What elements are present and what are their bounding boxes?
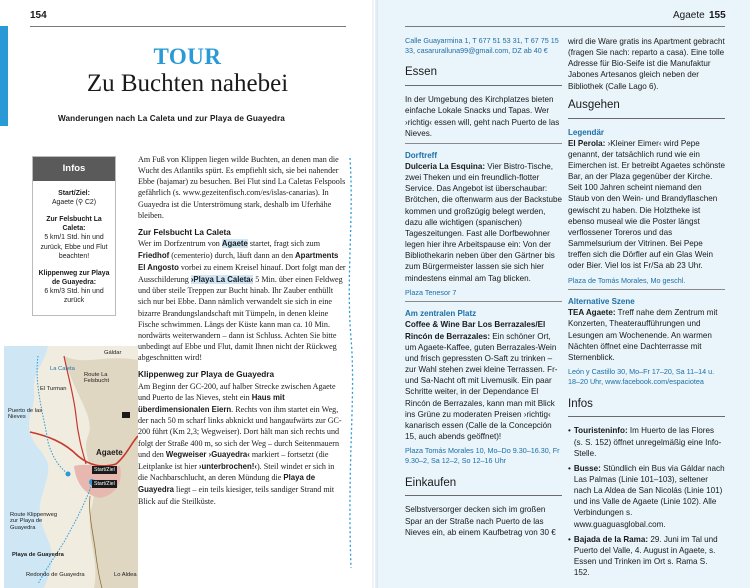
right-header-place xyxy=(673,10,705,21)
shopping-continued: wird die Ware gratis ins Apartment gebracht (fragen Sie nach: reparto a casa). Eine tolle Adresse für Bio-Seife ist die Manufaktur Jabones Artesanos gleich neben der Bibliothek (Calle Lago 6). xyxy=(568,37,725,91)
einkaufen-text: Selbstversorger decken sich im großen Spar an der Straße nach Puerto de las Nieves ein, ab einem Kaufbetrag von 30 € xyxy=(405,505,556,537)
info-text xyxy=(574,425,725,458)
info-value: Stündlich ein Bus via Gáldar nach Las Palmas (Linie 101–103), seltener nach La Aldea de San Nicolás (Linie 101) und ins Valle de Agaete (Linie 102). Alle Verbindungen s. www.guaguasglobal.com. xyxy=(573,463,725,529)
place-highlight: Haus mit überdimensionalen Eiern xyxy=(138,392,285,414)
subhead-szene: Alternative Szene xyxy=(568,297,635,307)
tour-body-text xyxy=(138,154,346,513)
section-einkaufen: Einkaufen xyxy=(405,476,562,497)
subhead-dorftreff: Dorftreff xyxy=(405,150,437,160)
section-infos: Infos xyxy=(568,397,725,418)
business-text: ›Kleiner Eimer‹ wird Pepe genannt, der tatsächlich rund wie ein Eimerchen ist. Er betreibt Agaetes schönste Bar, an der Plaza gegenüber der Kirche. Seit 100 Jahren scheint niemand den Staub von den Wein- und Brandyflaschen gewischt zu haben. Die Holztheke ist ebenso museal wie die Poster längst verflossener Toreros und das Sammelsurium der Vitrinen. Bei Pepe treffen sich die Dörfler auf ein Glas Wein oder Bier. Viel los ist Fr/Sa ab 23 Uhr. xyxy=(568,138,726,271)
infobox-key: Klippenweg zur Playa de Guayedra: xyxy=(38,269,110,286)
info-value: 29. Juni im Tal und Puerto del Valle, 4. August in Agaete, s. Essen und Trinken im Ort s. Rama S. 152. xyxy=(573,534,718,578)
text-run: ). Steil windet er sich in die Nachbarschlucht, an deren Mündung die xyxy=(138,461,335,483)
place-highlight: ›Playa La Caleta‹ xyxy=(190,274,254,284)
business-name: TEA Agaete: xyxy=(568,308,616,318)
lodging-contact: Calle Guayarmina 1, T 677 51 53 31, T 67 75 15 33, casaruralluna99@gmail.com, DZ ab 40 € xyxy=(405,36,559,55)
header-place: Agaete xyxy=(673,10,705,21)
infobox-key: Start/Ziel: xyxy=(58,190,90,197)
info-item xyxy=(568,534,725,579)
coffee-entry xyxy=(405,319,562,442)
subhead-legendar: Legendär xyxy=(568,127,605,137)
info-text xyxy=(574,463,725,530)
right-column-2 xyxy=(568,36,725,582)
divider xyxy=(568,289,725,290)
info-item xyxy=(568,425,725,458)
section-essen: Essen xyxy=(405,65,562,86)
business-name: Coffee & Wine Bar Los Berrazales/El Rincón de Berrazales: xyxy=(405,320,546,341)
right-column-1 xyxy=(405,36,562,542)
text-run: liegt – ein teils kiesiger, teils sandiger Strand mit Blick auf die Steilküste. xyxy=(138,485,335,506)
infobox xyxy=(32,156,116,316)
business-text: Vier Bistro-Tische, zwei Theken und ein freundlich-flotter Service. Das Angebot ist überschaubar: Brötchen, die oftenwarm aus der Backstube kommen und großzügig belegt werden, dazu alle wichtigen (spanischen) Tageszeitungen. Fast alle Dorfbewohner legen hier ihre Arbeitspause ein: Von der Bibliothekarin neben über den Gärtner bis zum Bürgermeister lassen sie sich hier mindestens einmal am Tag blicken. xyxy=(405,161,563,283)
perola-contact: Plaza de Tomás Morales, Mo geschl. xyxy=(568,275,686,285)
divider xyxy=(405,301,562,302)
map-label-route-guayedra: Route Klippenweg zur Playa de Guayedra xyxy=(10,512,58,531)
route-dotted-line xyxy=(345,158,355,568)
text-run: (cementerio) durch, läuft dann an den xyxy=(169,251,296,260)
map-label-el-turman: El Turman xyxy=(40,386,67,392)
infobox-header: Infos xyxy=(33,157,115,181)
section-heading-guayedra: Klippenweg zur Playa de Guayedra xyxy=(138,370,275,380)
map-tag-start: Start/Ziel xyxy=(94,481,115,487)
info-key: Touristeninfo: xyxy=(573,426,628,436)
map-label-route-caleta: Route La Felsbucht xyxy=(84,372,110,385)
infobox-value: 5 km/1 Std. hin und zurück, Ebbe und Flut beachten! xyxy=(40,234,108,260)
intro-paragraph: Am Fuß von Klippen liegen wilde Buchten, an denen man die Wucht des Atlantiks spürt. Es empfiehlt sich, sie bei nahender Ebbe (bajamar) zu besuchen. Bei Flut sind La Caletas Felspools gefährlich (s. www.gezeitenfisch.com/es/islas-canarias). In Guayedra ist die Unterströmung stark, deshalb im Uferhähe bleiben. xyxy=(138,155,346,220)
route-map xyxy=(4,346,138,588)
info-item xyxy=(568,463,725,530)
section-heading-caleta: Zur Felsbucht La Caleta xyxy=(138,227,231,237)
business-name: Dulceria La Esquina: xyxy=(405,161,486,171)
right-page-number: 155 xyxy=(709,10,726,21)
map-label-la-caleta: La Caleta xyxy=(50,366,75,372)
info-key: Bajada de la Rama: xyxy=(573,534,649,544)
bullet-icon: • xyxy=(568,463,571,473)
place-highlight: ›unterbrochen!‹ xyxy=(198,461,257,471)
right-page xyxy=(375,0,750,588)
info-text xyxy=(574,534,725,579)
map-label-aldea: Lo Aldea xyxy=(114,572,137,578)
infobox-value: 6 km/3 Std. hin und zurück xyxy=(44,287,104,305)
infobox-value: Agaete (⚲ C2) xyxy=(51,199,97,207)
business-name: El Perola: xyxy=(568,138,606,148)
map-label-agaete: Agaete xyxy=(96,448,123,457)
right-header-rule xyxy=(405,26,725,27)
text-run: 5 Min. über einen Feldweg und über steile Treppen zur Bucht hinab. Ihr Zauber enthüllt sich nur bei Ebbe. Dann nämlich verwandelt sie sich in eine bizarre Brandungslandschaft mit Tümpeln, in denen kleine Fische schwimmen. Längs der Küste kann man ca. 10 Min. nordwärts weiterwandern – dann ist Schluss. Achten Sie bitte unbedingt auf Ebbe und Flut, damit Ihnen nicht der Rückweg abgeschnitten wird! xyxy=(138,274,343,363)
place-highlight: Friedhof xyxy=(138,251,170,260)
dulceria-contact: Plaza Tenesor 7 xyxy=(405,287,457,297)
map-label-redondo: Redondo de Guayedra xyxy=(26,572,85,578)
tour-label: TOUR xyxy=(153,44,222,69)
place-highlight: Wegweiser ›Guayedra‹ xyxy=(165,449,250,459)
text-run: vorbei zu einem Kreisel hinauf. Dort folgt man der Ausschilderung xyxy=(138,262,346,284)
text-run: startet, fragt sich zum xyxy=(247,239,321,249)
place-highlight: Apartments El Angosto xyxy=(138,251,339,272)
map-tag-start: Start/Ziel xyxy=(94,467,115,473)
text-run: Wer im Dorfzentrum von xyxy=(138,239,222,249)
tea-entry xyxy=(568,307,725,363)
map-label-playa: Playa de Guayedra xyxy=(12,552,64,558)
dulceria-entry xyxy=(405,161,562,284)
left-header-rule xyxy=(30,26,346,27)
text-run: markiert – fortsetzt (die Leitplanke ist hier xyxy=(138,449,329,471)
map-label-galdar: Gáldar xyxy=(104,350,122,356)
tour-title: Zu Buchten nahebei xyxy=(86,70,289,97)
left-page-number: 154 xyxy=(30,10,47,21)
info-value: Im Huerto de las Flores (s. S. 152) öffnet unregelmäßig eine Info-Stelle. xyxy=(573,426,722,458)
divider xyxy=(405,143,562,144)
coffee-contact: Plaza Tomás Morales 10, Mo–Do 9.30–16.30, Fr 9.30–2, Sa 12–2, So 12–16 Uhr xyxy=(405,446,560,465)
section-paragraph-caleta xyxy=(138,238,346,363)
info-key: Busse: xyxy=(573,463,601,473)
infobox-body xyxy=(33,181,115,317)
bullet-icon: • xyxy=(568,534,571,544)
section-paragraph-guayedra xyxy=(138,381,346,507)
business-text: Ein schöner Ort, um Agaete-Kaffee, guten Berrazales-Wein und frisch gepressten O-Saft zu trinken – zur Wahl stehen zwei kleine Terrassen. Fr- und Sa-Nacht oft mit Livemusik. Ein paar Schritte weiter, in der Dependance El Rincón de Berrazales, kann man mit Blick ins Grüne zu moderaten Preisen ›richtig‹ kanarisch essen (Calle de la Concepción 15, auch abends geöffnet)! xyxy=(405,331,558,441)
text-run: Am Beginn der GC-200, auf halber Strecke zwischen Agaete und Puerto de las Nieves, steht ein xyxy=(138,381,336,402)
text-run: . Rechts von ihm startet ein Weg, der nach 50 m scharf links abknickt und hangaufwärts zur GC-200 führt (Km 2,3; Wegweiser). Dort hält man sich rechts und folgt der Straße 400 m, so sich der Weg – durch Seitenmauern und den xyxy=(138,404,342,459)
essen-intro: In der Umgebung des Kirchplatzes bieten einfache Lokale Snacks und Tapas. Wer ›richtig‹ essen will, geht nach Puerto de las Nieves. xyxy=(405,95,560,138)
tour-subtitle: Wanderungen nach La Caleta und zur Playa de Guayedra xyxy=(58,114,285,123)
place-highlight: Playa de Guayedra xyxy=(138,473,316,495)
business-text: Treff nahe dem Zentrum mit Konzerten, Theateraufführungen und Lesungen am Wochenende. An warmen Nächten öffnet eine Dachterrasse mit Sternenblick. xyxy=(568,308,718,362)
perola-entry xyxy=(568,138,725,272)
infobox-key: Zur Felsbucht La Caleta: xyxy=(46,216,102,233)
subhead-platz: Am zentralen Platz xyxy=(405,309,477,319)
bullet-icon: • xyxy=(568,426,571,436)
tea-contact: León y Castillo 30, Mo–Fr 17–20, Sa 11–14 u. 18–20 Uhr, www.facebook.com/espaciotea xyxy=(568,367,715,386)
place-highlight: Agaete xyxy=(221,239,248,249)
map-label-puerto: Puerto de las Nieves xyxy=(8,408,43,421)
section-ausgehen: Ausgehen xyxy=(568,98,725,119)
